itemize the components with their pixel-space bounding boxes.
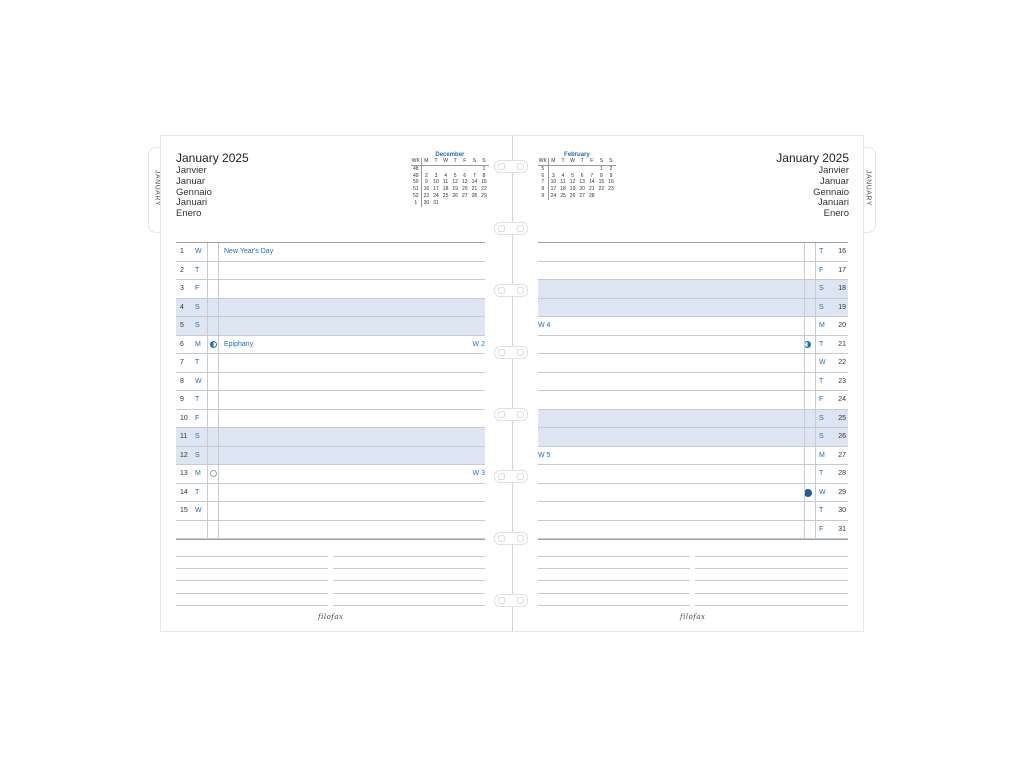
day-row[interactable] <box>538 280 848 299</box>
mini-calendar-date[interactable] <box>479 200 489 207</box>
day-number: 5 <box>180 322 184 329</box>
day-row[interactable] <box>176 410 485 429</box>
day-number: 10 <box>180 414 188 422</box>
divider <box>538 539 848 540</box>
mini-calendar-week-number: 6 <box>538 173 548 180</box>
page-title: January 2025 <box>776 151 849 165</box>
mini-calendar-date[interactable] <box>470 165 480 172</box>
mini-calendar-date[interactable]: 13 <box>579 179 585 186</box>
mini-calendar-date[interactable] <box>587 165 597 172</box>
mini-calendar-header: WK <box>411 158 420 164</box>
day-row[interactable] <box>538 484 848 503</box>
day-of-week: S <box>819 433 824 440</box>
day-row[interactable] <box>538 262 848 281</box>
day-number: 9 <box>180 396 184 403</box>
mini-calendar-date[interactable] <box>450 165 460 172</box>
day-of-week: T <box>819 248 824 255</box>
day-row[interactable] <box>538 391 848 410</box>
brand-logo: filofax <box>680 613 706 621</box>
mini-calendar-previous-month <box>411 152 489 207</box>
mini-calendar-week-number: 51 <box>411 186 421 193</box>
column-rule <box>218 243 219 539</box>
day-row[interactable] <box>176 373 485 392</box>
day-number: 28 <box>838 470 846 477</box>
day-row[interactable] <box>538 465 848 484</box>
translation: Janvier <box>818 165 849 176</box>
day-row[interactable] <box>176 317 485 336</box>
day-of-week: M <box>819 322 825 329</box>
day-number: 27 <box>838 451 846 459</box>
mini-calendar-date[interactable]: 30 <box>423 199 430 206</box>
day-row[interactable] <box>538 373 848 392</box>
mini-calendar-date[interactable]: 28 <box>471 192 478 199</box>
binder-ring <box>494 532 528 545</box>
day-row[interactable] <box>176 243 485 262</box>
mini-calendar-date[interactable] <box>597 193 607 200</box>
mini-calendar-date[interactable]: 16 <box>608 179 614 186</box>
mini-calendar-date[interactable]: 23 <box>423 192 430 199</box>
mini-calendar-date[interactable]: 12 <box>569 179 576 186</box>
day-of-week: S <box>819 303 824 311</box>
binder-ring <box>494 594 528 607</box>
moon-phase-icon <box>804 341 811 348</box>
mini-calendar-date[interactable] <box>431 165 441 172</box>
mini-calendar-date[interactable] <box>441 200 451 207</box>
week-number: W 5 <box>538 451 551 459</box>
mini-calendar-date[interactable]: 18 <box>442 186 449 193</box>
day-number: 31 <box>838 525 846 533</box>
binder-ring <box>494 160 528 173</box>
day-of-week: S <box>195 303 200 311</box>
day-row[interactable] <box>538 428 848 447</box>
day-of-week: M <box>195 340 201 348</box>
brand-logo: filofax <box>318 613 344 621</box>
mini-calendar-date[interactable]: 9 <box>609 172 613 179</box>
mini-calendar-date[interactable]: 15 <box>481 179 487 186</box>
mini-calendar-date[interactable]: 26 <box>569 192 576 199</box>
mini-calendar-date[interactable]: 4 <box>561 172 565 179</box>
mini-calendar-date[interactable]: 5 <box>571 172 574 179</box>
mini-calendar-date[interactable]: 22 <box>598 186 605 193</box>
mini-calendar-date[interactable]: 3 <box>552 172 555 179</box>
week-number: W 3 <box>472 470 485 477</box>
day-number: 22 <box>838 359 846 366</box>
mini-calendar-date[interactable]: 26 <box>452 192 458 199</box>
mini-calendar-week-number: 1 <box>411 200 421 207</box>
mini-calendar-date[interactable]: 15 <box>598 179 605 186</box>
translation: Enero <box>176 208 202 220</box>
mini-calendar-date[interactable]: 2 <box>609 165 613 172</box>
mini-calendar-date[interactable]: 29 <box>481 192 487 199</box>
day-number: 3 <box>180 285 184 292</box>
mini-calendar-date[interactable]: 23 <box>608 186 614 193</box>
day-of-week: T <box>195 396 200 403</box>
mini-calendar-grid <box>411 158 489 207</box>
day-of-week: S <box>195 433 200 440</box>
mini-calendar-date[interactable]: 21 <box>588 186 595 193</box>
translation: Januar <box>819 175 849 187</box>
binder-ring <box>494 470 528 483</box>
mini-calendar-date[interactable]: 24 <box>550 192 557 199</box>
binder-ring <box>494 408 528 421</box>
day-row[interactable] <box>538 299 848 318</box>
mini-calendar-date[interactable]: 5 <box>453 172 457 179</box>
column-rule <box>207 243 208 539</box>
mini-calendar-header: S <box>470 158 480 165</box>
mini-calendar-date[interactable]: 12 <box>452 179 458 186</box>
mini-calendar-date[interactable]: 25 <box>560 192 566 199</box>
mini-calendar-date[interactable]: 22 <box>481 186 487 193</box>
mini-calendar-date[interactable]: 2 <box>425 172 428 179</box>
mini-calendar-header: T <box>431 158 441 165</box>
day-row[interactable] <box>538 336 848 355</box>
mini-calendar-date[interactable]: 6 <box>463 172 467 179</box>
mini-calendar-date[interactable] <box>421 165 431 172</box>
mini-calendar-date[interactable]: 9 <box>425 179 428 186</box>
mini-calendar-date[interactable]: 17 <box>433 186 439 193</box>
mini-calendar-title: December <box>435 152 465 158</box>
day-row[interactable] <box>538 447 848 466</box>
day-number: 24 <box>838 396 846 403</box>
mini-calendar-date[interactable] <box>577 165 587 172</box>
page-title: January 2025 <box>176 151 249 165</box>
day-row[interactable] <box>176 447 485 466</box>
day-number: 21 <box>838 340 846 348</box>
mini-calendar-week-number: 50 <box>411 179 421 186</box>
mini-calendar-date[interactable]: 17 <box>550 186 557 193</box>
day-of-week: S <box>195 451 200 459</box>
day-of-week: S <box>819 285 824 292</box>
mini-calendar-week-number: 48 <box>411 165 421 172</box>
mini-calendar-header: T <box>558 158 568 165</box>
mini-calendar-week-number: 7 <box>538 179 548 186</box>
day-number: 19 <box>838 303 846 311</box>
day-number: 6 <box>180 340 184 348</box>
day-of-week: F <box>195 285 200 292</box>
day-event: New Year's Day <box>224 248 274 255</box>
mini-calendar-date[interactable]: 1 <box>482 165 486 172</box>
right-page <box>512 135 864 632</box>
mini-calendar-header: F <box>587 158 597 165</box>
translation: Enero <box>823 208 849 220</box>
day-row[interactable] <box>176 354 485 373</box>
translation: Januari <box>817 197 849 209</box>
day-row[interactable] <box>176 262 485 281</box>
mini-calendar-week-number: 8 <box>538 186 548 193</box>
mini-calendar-date[interactable]: 20 <box>461 186 468 193</box>
month-translations <box>176 166 212 220</box>
day-of-week: T <box>195 488 200 496</box>
day-of-week: T <box>819 377 824 385</box>
mini-calendar-header: F <box>460 158 470 165</box>
day-of-week: S <box>819 414 824 422</box>
day-number: 8 <box>180 377 184 385</box>
day-number: 12 <box>180 451 188 459</box>
day-of-week: F <box>819 266 824 274</box>
mini-calendar-date[interactable]: 6 <box>580 172 584 179</box>
day-row[interactable] <box>538 354 848 373</box>
mini-calendar-date[interactable] <box>568 165 578 172</box>
day-number: 26 <box>838 433 846 440</box>
day-of-week: M <box>819 451 825 459</box>
mini-calendar-header: T <box>577 158 587 165</box>
binder-ring <box>494 346 528 359</box>
day-number: 11 <box>180 433 188 440</box>
day-row[interactable] <box>538 502 848 521</box>
mini-calendar-date[interactable]: 16 <box>423 186 430 193</box>
mini-calendar-date[interactable]: 8 <box>599 172 603 179</box>
moon-phase-icon <box>210 341 217 348</box>
day-of-week: T <box>819 507 824 514</box>
mini-calendar-week-number: 5 <box>538 165 548 172</box>
day-number: 29 <box>838 488 846 496</box>
translation: Janvier <box>176 165 207 176</box>
mini-calendar-date[interactable] <box>470 200 480 207</box>
left-page <box>160 135 512 632</box>
day-number: 30 <box>838 507 846 514</box>
day-row[interactable] <box>176 336 485 355</box>
mini-calendar-date[interactable] <box>460 200 470 207</box>
day-number: 15 <box>180 507 188 514</box>
mini-calendar-date[interactable]: 4 <box>444 172 447 179</box>
mini-calendar-date[interactable]: 10 <box>550 179 557 186</box>
mini-calendar-date[interactable] <box>606 193 616 200</box>
mini-calendar-date[interactable]: 3 <box>434 172 438 179</box>
binder-ring <box>494 222 528 235</box>
moon-phase-icon <box>210 470 217 477</box>
day-number: 1 <box>180 248 184 255</box>
day-number: 4 <box>180 303 184 311</box>
day-of-week: T <box>819 470 824 477</box>
mini-calendar-header: S <box>479 158 489 165</box>
day-number: 2 <box>180 266 184 274</box>
month-tab-label: JANUARY <box>153 169 160 207</box>
mini-calendar-date[interactable]: 25 <box>442 192 449 199</box>
mini-calendar-header: W <box>568 158 578 165</box>
mini-calendar-week-number: 49 <box>411 173 421 180</box>
translation: Januari <box>176 197 208 209</box>
day-of-week: S <box>195 322 200 329</box>
day-row[interactable] <box>538 243 848 262</box>
day-row[interactable] <box>176 502 485 521</box>
day-row[interactable] <box>538 410 848 429</box>
translation: Gennaio <box>813 186 849 198</box>
day-event: Epiphany <box>224 340 254 348</box>
day-of-week: M <box>195 470 201 477</box>
column-rule <box>804 243 805 539</box>
mini-calendar-date[interactable]: 19 <box>569 186 576 193</box>
day-number: 23 <box>838 377 846 385</box>
mini-calendar-grid <box>538 158 616 200</box>
day-of-week: F <box>819 396 824 403</box>
day-of-week: T <box>195 359 200 366</box>
mini-calendar-date[interactable] <box>558 165 568 172</box>
mini-calendar-header: S <box>597 158 607 165</box>
month-tab-label: JANUARY <box>864 169 871 207</box>
mini-calendar-date[interactable]: 1 <box>599 165 603 172</box>
mini-calendar-date[interactable] <box>450 200 460 207</box>
day-number: 17 <box>838 266 846 274</box>
day-row[interactable] <box>538 317 848 336</box>
mini-calendar-date[interactable]: 18 <box>560 186 566 193</box>
mini-calendar-date[interactable] <box>548 165 558 172</box>
day-of-week: W <box>819 359 826 366</box>
day-of-week: T <box>819 340 824 348</box>
day-number: 16 <box>838 248 846 255</box>
mini-calendar-date[interactable] <box>460 165 470 172</box>
moon-phase-icon <box>804 489 812 497</box>
mini-calendar-date[interactable]: 13 <box>461 179 468 186</box>
day-number: 18 <box>838 285 846 292</box>
mini-calendar-date[interactable]: 8 <box>482 172 486 179</box>
day-row[interactable] <box>176 391 485 410</box>
month-translations <box>813 166 849 220</box>
mini-calendar-date[interactable]: 19 <box>452 186 458 193</box>
day-row[interactable] <box>176 521 485 540</box>
mini-calendar-header: W <box>441 158 451 165</box>
mini-calendar-week-number: 9 <box>538 193 548 200</box>
day-of-week: W <box>195 507 202 514</box>
day-row[interactable] <box>176 465 485 484</box>
day-row[interactable] <box>538 521 848 540</box>
mini-calendar-header: T <box>450 158 460 165</box>
day-of-week: W <box>819 488 826 496</box>
mini-calendar-header: M <box>421 158 431 165</box>
day-of-week: W <box>195 377 202 385</box>
mini-calendar-date[interactable] <box>441 165 451 172</box>
day-number: 25 <box>838 414 846 422</box>
day-number: 7 <box>180 359 184 366</box>
mini-calendar-date[interactable]: 11 <box>442 179 449 186</box>
mini-calendar-date[interactable]: 14 <box>588 179 595 186</box>
mini-calendar-date[interactable]: 21 <box>471 186 478 193</box>
day-of-week: F <box>195 414 200 422</box>
day-row[interactable] <box>176 484 485 503</box>
mini-calendar-header: M <box>548 158 558 165</box>
day-number: 14 <box>180 488 188 496</box>
mini-calendar-date[interactable]: 7 <box>472 172 476 179</box>
mini-calendar-date[interactable]: 28 <box>588 192 595 199</box>
mini-calendar-date[interactable]: 10 <box>433 179 439 186</box>
column-rule <box>815 243 816 539</box>
mini-calendar-date[interactable]: 27 <box>579 192 585 199</box>
translation: Januar <box>176 175 206 187</box>
day-number: 13 <box>180 470 188 477</box>
mini-calendar-header: S <box>606 158 616 165</box>
mini-calendar-title: February <box>564 152 590 158</box>
day-row[interactable] <box>176 280 485 299</box>
mini-calendar-date[interactable]: 7 <box>590 172 594 179</box>
mini-calendar-next-month <box>538 152 616 200</box>
mini-calendar-date[interactable]: 14 <box>471 179 478 186</box>
mini-calendar-date[interactable]: 11 <box>560 179 566 186</box>
week-number: W 4 <box>538 322 551 329</box>
mini-calendar-date[interactable]: 31 <box>433 199 439 206</box>
mini-calendar-week-number: 52 <box>411 193 421 200</box>
mini-calendar-date[interactable]: 24 <box>433 192 439 199</box>
binder-ring <box>494 284 528 297</box>
day-row[interactable] <box>176 299 485 318</box>
mini-calendar-date[interactable]: 20 <box>579 186 585 193</box>
week-number: W 2 <box>472 340 485 348</box>
translation: Gennaio <box>176 186 212 198</box>
day-of-week: F <box>819 525 824 533</box>
day-number: 20 <box>838 322 846 329</box>
day-row[interactable] <box>176 428 485 447</box>
day-of-week: T <box>195 266 200 274</box>
day-of-week: W <box>195 248 202 255</box>
divider <box>176 539 485 540</box>
mini-calendar-header: WK <box>538 158 547 164</box>
mini-calendar-date[interactable]: 27 <box>461 192 468 199</box>
